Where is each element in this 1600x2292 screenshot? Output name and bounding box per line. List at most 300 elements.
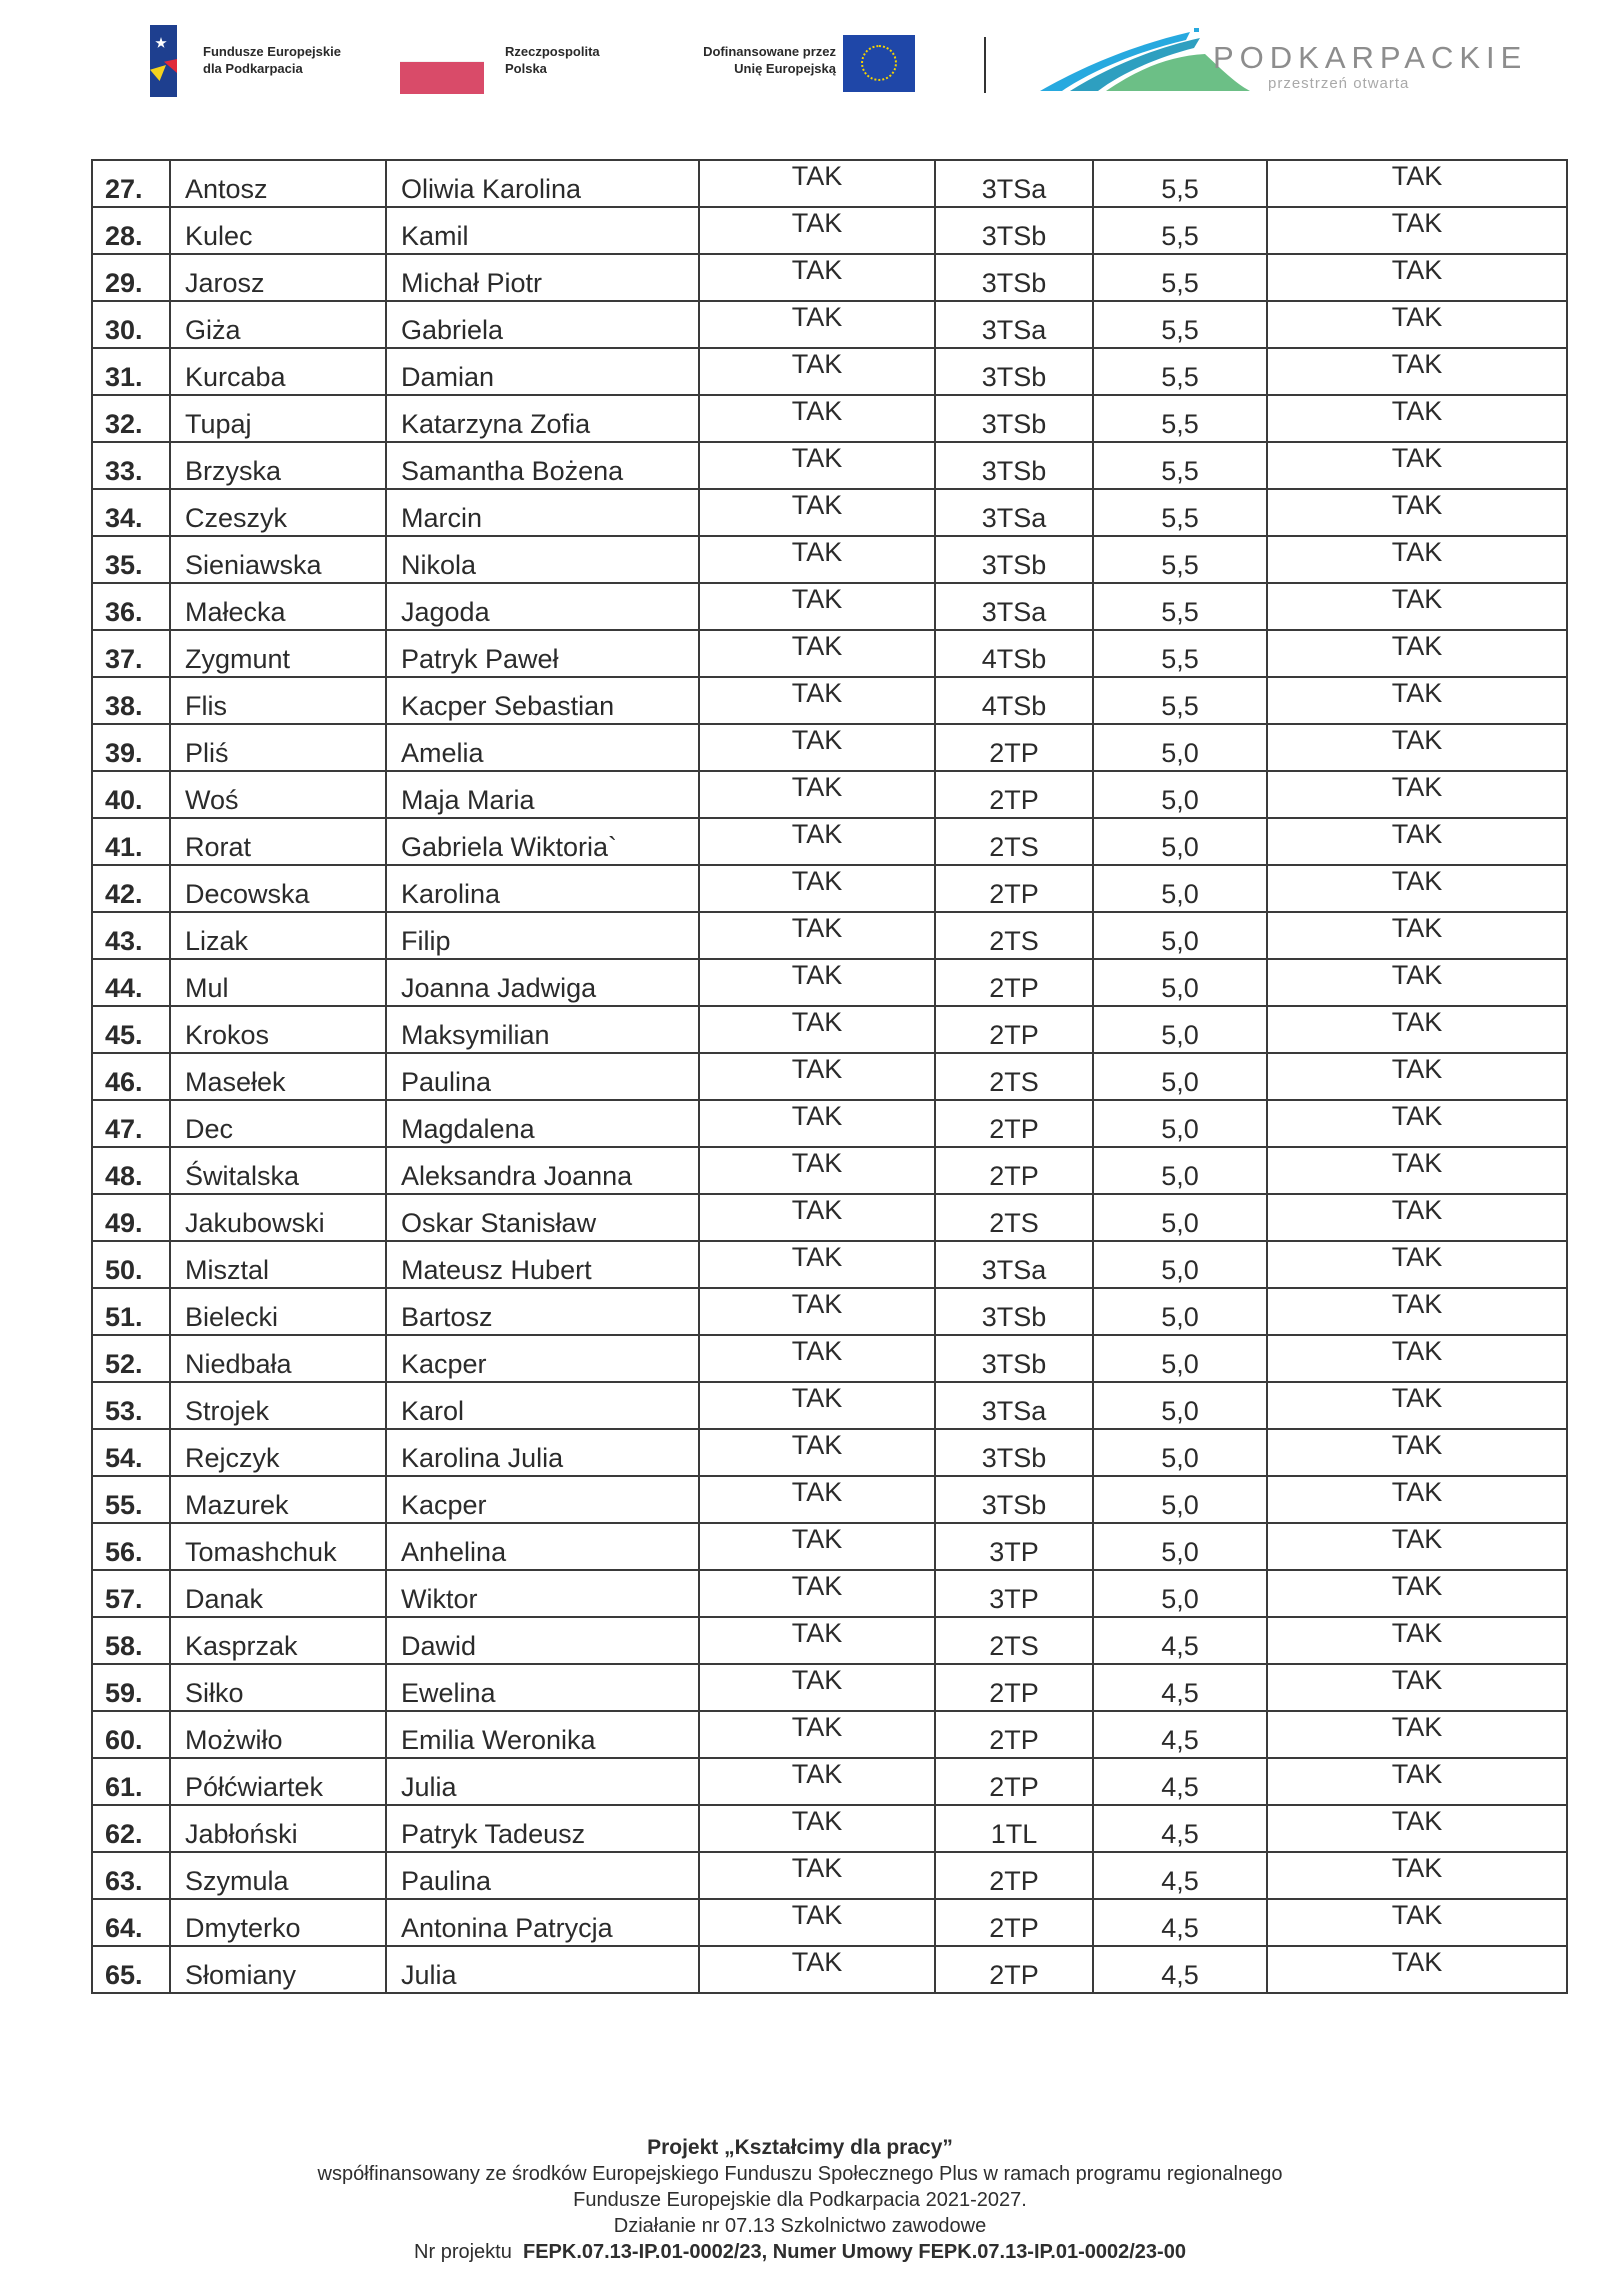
confirmation-cell: TAK: [1267, 301, 1567, 348]
row-number: 37.: [92, 630, 170, 677]
row-number: 40.: [92, 771, 170, 818]
table-row: [92, 1570, 1567, 1617]
grade-cell: 5,0: [1093, 865, 1267, 912]
surname-cell: Rorat: [170, 818, 386, 865]
surname-cell: Kasprzak: [170, 1617, 386, 1664]
grade-cell: 5,5: [1093, 348, 1267, 395]
table-row: [92, 677, 1567, 724]
table-row: [92, 1523, 1567, 1570]
first-name-cell: Wiktor: [386, 1570, 699, 1617]
row-number: 36.: [92, 583, 170, 630]
class-cell: 3TSb: [935, 348, 1093, 395]
first-name-cell: Patryk Tadeusz: [386, 1805, 699, 1852]
first-name-cell: Paulina: [386, 1852, 699, 1899]
status-cell: TAK: [699, 1382, 935, 1429]
surname-cell: Rejczyk: [170, 1429, 386, 1476]
first-name-cell: Ewelina: [386, 1664, 699, 1711]
grade-cell: 4,5: [1093, 1664, 1267, 1711]
confirmation-cell: TAK: [1267, 818, 1567, 865]
row-number: 61.: [92, 1758, 170, 1805]
grade-cell: 5,5: [1093, 583, 1267, 630]
table-row: [92, 254, 1567, 301]
table-row: [92, 1664, 1567, 1711]
grade-cell: 5,5: [1093, 301, 1267, 348]
first-name-cell: Antonina Patrycja: [386, 1899, 699, 1946]
first-name-cell: Marcin: [386, 489, 699, 536]
rp-logo-line2: Polska: [505, 61, 547, 76]
confirmation-cell: TAK: [1267, 771, 1567, 818]
table-row: [92, 1335, 1567, 1382]
project-number-value: FEPK.07.13-IP.01-0002/23, Numer Umowy FEPK.07.13-IP.01-0002/23-00: [522, 2241, 1186, 2263]
confirmation-cell: TAK: [1267, 1053, 1567, 1100]
first-name-cell: Katarzyna Zofia: [386, 395, 699, 442]
confirmation-cell: TAK: [1267, 1523, 1567, 1570]
status-cell: TAK: [699, 442, 935, 489]
class-cell: 2TP: [935, 724, 1093, 771]
class-cell: 2TS: [935, 912, 1093, 959]
row-number: 28.: [92, 207, 170, 254]
table-row: [92, 442, 1567, 489]
status-cell: TAK: [699, 724, 935, 771]
grade-cell: 5,0: [1093, 1241, 1267, 1288]
class-cell: 2TS: [935, 1194, 1093, 1241]
surname-cell: Jarosz: [170, 254, 386, 301]
confirmation-cell: TAK: [1267, 1147, 1567, 1194]
class-cell: 2TP: [935, 1664, 1093, 1711]
table-row: [92, 1429, 1567, 1476]
row-number: 35.: [92, 536, 170, 583]
grade-cell: 5,0: [1093, 1382, 1267, 1429]
class-cell: 3TSb: [935, 395, 1093, 442]
rp-logo-line1: Rzeczpospolita: [505, 44, 600, 59]
class-cell: 2TP: [935, 1758, 1093, 1805]
confirmation-cell: TAK: [1267, 583, 1567, 630]
table-row: [92, 207, 1567, 254]
surname-cell: Bielecki: [170, 1288, 386, 1335]
row-number: 59.: [92, 1664, 170, 1711]
grade-cell: 4,5: [1093, 1852, 1267, 1899]
row-number: 43.: [92, 912, 170, 959]
grade-cell: 4,5: [1093, 1899, 1267, 1946]
status-cell: TAK: [699, 1946, 935, 1993]
grade-cell: 5,5: [1093, 395, 1267, 442]
status-cell: TAK: [699, 348, 935, 395]
first-name-cell: Maja Maria: [386, 771, 699, 818]
confirmation-cell: TAK: [1267, 1758, 1567, 1805]
first-name-cell: Karol: [386, 1382, 699, 1429]
row-number: 38.: [92, 677, 170, 724]
confirmation-cell: TAK: [1267, 207, 1567, 254]
first-name-cell: Karolina Julia: [386, 1429, 699, 1476]
surname-cell: Słomiany: [170, 1946, 386, 1993]
confirmation-cell: TAK: [1267, 395, 1567, 442]
table-row: [92, 1241, 1567, 1288]
grade-cell: 5,0: [1093, 1100, 1267, 1147]
podkarpackie-title: PODKARPACKIE: [1213, 40, 1528, 75]
confirmation-cell: TAK: [1267, 1335, 1567, 1382]
row-number: 55.: [92, 1476, 170, 1523]
status-cell: TAK: [699, 1194, 935, 1241]
confirmation-cell: TAK: [1267, 677, 1567, 724]
eu-flag-icon: [843, 35, 915, 92]
confirmation-cell: TAK: [1267, 1664, 1567, 1711]
class-cell: 2TS: [935, 1053, 1093, 1100]
surname-cell: Szymula: [170, 1852, 386, 1899]
surname-cell: Mazurek: [170, 1476, 386, 1523]
row-number: 47.: [92, 1100, 170, 1147]
table-row: [92, 1194, 1567, 1241]
status-cell: TAK: [699, 1523, 935, 1570]
surname-cell: Kurcaba: [170, 348, 386, 395]
status-cell: TAK: [699, 160, 935, 207]
status-cell: TAK: [699, 1476, 935, 1523]
table-row: [92, 1758, 1567, 1805]
grade-cell: 5,0: [1093, 959, 1267, 1006]
class-cell: 2TP: [935, 865, 1093, 912]
class-cell: 2TP: [935, 1147, 1093, 1194]
status-cell: TAK: [699, 1711, 935, 1758]
status-cell: TAK: [699, 912, 935, 959]
status-cell: TAK: [699, 536, 935, 583]
class-cell: 2TP: [935, 1100, 1093, 1147]
eu-logo-line1: Dofinansowane przez: [703, 44, 836, 59]
table-row: [92, 1006, 1567, 1053]
row-number: 52.: [92, 1335, 170, 1382]
project-title: Projekt „Kształcimy dla pracy”: [647, 2136, 953, 2159]
first-name-cell: Julia: [386, 1946, 699, 1993]
table-row: [92, 395, 1567, 442]
first-name-cell: Filip: [386, 912, 699, 959]
row-number: 33.: [92, 442, 170, 489]
row-number: 42.: [92, 865, 170, 912]
grade-cell: 5,0: [1093, 818, 1267, 865]
status-cell: TAK: [699, 1617, 935, 1664]
table-row: [92, 959, 1567, 1006]
first-name-cell: Maksymilian: [386, 1006, 699, 1053]
status-cell: TAK: [699, 630, 935, 677]
class-cell: 2TP: [935, 1899, 1093, 1946]
table-row: [92, 160, 1567, 207]
row-number: 58.: [92, 1617, 170, 1664]
first-name-cell: Kacper Sebastian: [386, 677, 699, 724]
confirmation-cell: TAK: [1267, 1476, 1567, 1523]
table-row: [92, 1147, 1567, 1194]
confirmation-cell: TAK: [1267, 1852, 1567, 1899]
class-cell: 3TSa: [935, 301, 1093, 348]
surname-cell: Misztal: [170, 1241, 386, 1288]
class-cell: 3TP: [935, 1570, 1093, 1617]
row-number: 46.: [92, 1053, 170, 1100]
table-body: [92, 160, 1567, 1993]
surname-cell: Flis: [170, 677, 386, 724]
first-name-cell: Damian: [386, 348, 699, 395]
grade-cell: 5,5: [1093, 160, 1267, 207]
status-cell: TAK: [699, 1335, 935, 1382]
status-cell: TAK: [699, 254, 935, 301]
first-name-cell: Oskar Stanisław: [386, 1194, 699, 1241]
grade-cell: 5,0: [1093, 1053, 1267, 1100]
confirmation-cell: TAK: [1267, 1194, 1567, 1241]
class-cell: 3TSb: [935, 442, 1093, 489]
confirmation-cell: TAK: [1267, 489, 1567, 536]
class-cell: 3TSb: [935, 254, 1093, 301]
first-name-cell: Samantha Bożena: [386, 442, 699, 489]
class-cell: 4TSb: [935, 630, 1093, 677]
footer-program-line: Fundusze Europejskie dla Podkarpacia 2021-2027.: [573, 2189, 1027, 2211]
surname-cell: Dmyterko: [170, 1899, 386, 1946]
confirmation-cell: TAK: [1267, 1570, 1567, 1617]
class-cell: 3TP: [935, 1523, 1093, 1570]
status-cell: TAK: [699, 301, 935, 348]
confirmation-cell: TAK: [1267, 1100, 1567, 1147]
table-row: [92, 724, 1567, 771]
row-number: 53.: [92, 1382, 170, 1429]
confirmation-cell: TAK: [1267, 254, 1567, 301]
first-name-cell: Nikola: [386, 536, 699, 583]
grade-cell: 4,5: [1093, 1758, 1267, 1805]
grade-cell: 5,0: [1093, 1194, 1267, 1241]
surname-cell: Lizak: [170, 912, 386, 959]
class-cell: 2TP: [935, 959, 1093, 1006]
status-cell: TAK: [699, 959, 935, 1006]
table-row: [92, 348, 1567, 395]
project-footer: [0, 2135, 1600, 2265]
row-number: 64.: [92, 1899, 170, 1946]
grade-cell: 5,5: [1093, 254, 1267, 301]
confirmation-cell: TAK: [1267, 1899, 1567, 1946]
footer-action-line: Działanie nr 07.13 Szkolnictwo zawodowe: [613, 2215, 987, 2237]
confirmation-cell: TAK: [1267, 1241, 1567, 1288]
surname-cell: Strojek: [170, 1382, 386, 1429]
row-number: 29.: [92, 254, 170, 301]
class-cell: 3TSa: [935, 489, 1093, 536]
surname-cell: Brzyska: [170, 442, 386, 489]
table-row: [92, 1617, 1567, 1664]
row-number: 48.: [92, 1147, 170, 1194]
surname-cell: Zygmunt: [170, 630, 386, 677]
table-row: [92, 1288, 1567, 1335]
grade-cell: 5,0: [1093, 1570, 1267, 1617]
class-cell: 3TSa: [935, 583, 1093, 630]
surname-cell: Krokos: [170, 1006, 386, 1053]
status-cell: TAK: [699, 395, 935, 442]
grade-cell: 5,5: [1093, 677, 1267, 724]
class-cell: 3TSa: [935, 1382, 1093, 1429]
first-name-cell: Aleksandra Joanna: [386, 1147, 699, 1194]
row-number: 62.: [92, 1805, 170, 1852]
surname-cell: Czeszyk: [170, 489, 386, 536]
confirmation-cell: TAK: [1267, 865, 1567, 912]
surname-cell: Jabłoński: [170, 1805, 386, 1852]
grade-cell: 4,5: [1093, 1617, 1267, 1664]
status-cell: TAK: [699, 583, 935, 630]
confirmation-cell: TAK: [1267, 912, 1567, 959]
class-cell: 4TSb: [935, 677, 1093, 724]
class-cell: 2TP: [935, 1711, 1093, 1758]
grade-cell: 5,0: [1093, 912, 1267, 959]
first-name-cell: Michał Piotr: [386, 254, 699, 301]
first-name-cell: Kacper: [386, 1335, 699, 1382]
first-name-cell: Oliwia Karolina: [386, 160, 699, 207]
status-cell: TAK: [699, 1805, 935, 1852]
grade-cell: 4,5: [1093, 1805, 1267, 1852]
status-cell: TAK: [699, 1006, 935, 1053]
status-cell: TAK: [699, 1288, 935, 1335]
table-row: [92, 1382, 1567, 1429]
fe-logo-line2: dla Podkarpacia: [203, 61, 303, 76]
row-number: 54.: [92, 1429, 170, 1476]
footer-project-number-line: [0, 2239, 1600, 2265]
row-number: 56.: [92, 1523, 170, 1570]
status-cell: TAK: [699, 1758, 935, 1805]
fundusze-europejskie-logo-icon: [150, 25, 177, 97]
first-name-cell: Amelia: [386, 724, 699, 771]
first-name-cell: Bartosz: [386, 1288, 699, 1335]
grade-cell: 5,5: [1093, 536, 1267, 583]
row-number: 44.: [92, 959, 170, 1006]
first-name-cell: Dawid: [386, 1617, 699, 1664]
eu-logo-text: [660, 43, 836, 77]
grade-cell: 5,0: [1093, 1147, 1267, 1194]
grade-cell: 5,5: [1093, 489, 1267, 536]
status-cell: TAK: [699, 865, 935, 912]
row-number: 32.: [92, 395, 170, 442]
surname-cell: Decowska: [170, 865, 386, 912]
status-cell: TAK: [699, 1570, 935, 1617]
row-number: 49.: [92, 1194, 170, 1241]
table-row: [92, 630, 1567, 677]
row-number: 41.: [92, 818, 170, 865]
table-row: [92, 1852, 1567, 1899]
table-row: [92, 1100, 1567, 1147]
surname-cell: Masełek: [170, 1053, 386, 1100]
polish-flag-icon: [400, 61, 484, 94]
project-number-label: Nr projektu: [414, 2241, 512, 2263]
table-row: [92, 1805, 1567, 1852]
confirmation-cell: TAK: [1267, 1288, 1567, 1335]
fe-logo-line1: Fundusze Europejskie: [203, 44, 341, 59]
row-number: 30.: [92, 301, 170, 348]
students-table: [91, 159, 1566, 1994]
rp-logo-text: [505, 43, 600, 77]
class-cell: 3TSb: [935, 536, 1093, 583]
logo-strip: [0, 0, 1600, 120]
first-name-cell: Mateusz Hubert: [386, 1241, 699, 1288]
status-cell: TAK: [699, 1899, 935, 1946]
surname-cell: Sieniawska: [170, 536, 386, 583]
table-row: [92, 865, 1567, 912]
class-cell: 2TP: [935, 1946, 1093, 1993]
grade-cell: 5,5: [1093, 207, 1267, 254]
confirmation-cell: TAK: [1267, 348, 1567, 395]
grade-cell: 5,0: [1093, 1429, 1267, 1476]
grade-cell: 5,5: [1093, 442, 1267, 489]
confirmation-cell: TAK: [1267, 1429, 1567, 1476]
first-name-cell: Magdalena: [386, 1100, 699, 1147]
surname-cell: Jakubowski: [170, 1194, 386, 1241]
confirmation-cell: TAK: [1267, 442, 1567, 489]
status-cell: TAK: [699, 1100, 935, 1147]
surname-cell: Woś: [170, 771, 386, 818]
table-row: [92, 301, 1567, 348]
status-cell: TAK: [699, 1429, 935, 1476]
logo-divider: [984, 37, 986, 93]
confirmation-cell: TAK: [1267, 1382, 1567, 1429]
row-number: 65.: [92, 1946, 170, 1993]
grade-cell: 5,0: [1093, 1476, 1267, 1523]
grade-cell: 5,0: [1093, 1523, 1267, 1570]
surname-cell: Siłko: [170, 1664, 386, 1711]
surname-cell: Świtalska: [170, 1147, 386, 1194]
table-row: [92, 1899, 1567, 1946]
status-cell: TAK: [699, 1053, 935, 1100]
surname-cell: Mul: [170, 959, 386, 1006]
first-name-cell: Emilia Weronika: [386, 1711, 699, 1758]
class-cell: 3TSb: [935, 1429, 1093, 1476]
surname-cell: Kulec: [170, 207, 386, 254]
table-row: [92, 1711, 1567, 1758]
grade-cell: 5,0: [1093, 771, 1267, 818]
confirmation-cell: TAK: [1267, 1711, 1567, 1758]
confirmation-cell: TAK: [1267, 536, 1567, 583]
confirmation-cell: TAK: [1267, 1946, 1567, 1993]
confirmation-cell: TAK: [1267, 630, 1567, 677]
grade-cell: 5,0: [1093, 1335, 1267, 1382]
status-cell: TAK: [699, 1147, 935, 1194]
table-row: [92, 1053, 1567, 1100]
fe-logo-text: [203, 43, 341, 77]
first-name-cell: Patryk Paweł: [386, 630, 699, 677]
surname-cell: Giża: [170, 301, 386, 348]
first-name-cell: Kamil: [386, 207, 699, 254]
row-number: 57.: [92, 1570, 170, 1617]
status-cell: TAK: [699, 207, 935, 254]
surname-cell: Tupaj: [170, 395, 386, 442]
confirmation-cell: TAK: [1267, 160, 1567, 207]
table-row: [92, 1476, 1567, 1523]
first-name-cell: Joanna Jadwiga: [386, 959, 699, 1006]
status-cell: TAK: [699, 1664, 935, 1711]
status-cell: TAK: [699, 677, 935, 724]
row-number: 60.: [92, 1711, 170, 1758]
class-cell: 3TSb: [935, 1335, 1093, 1382]
grade-cell: 4,5: [1093, 1946, 1267, 1993]
row-number: 39.: [92, 724, 170, 771]
confirmation-cell: TAK: [1267, 1617, 1567, 1664]
grade-cell: 5,0: [1093, 1006, 1267, 1053]
row-number: 34.: [92, 489, 170, 536]
table-row: [92, 489, 1567, 536]
class-cell: 2TP: [935, 771, 1093, 818]
row-number: 63.: [92, 1852, 170, 1899]
status-cell: TAK: [699, 1241, 935, 1288]
first-name-cell: Karolina: [386, 865, 699, 912]
surname-cell: Pliś: [170, 724, 386, 771]
confirmation-cell: TAK: [1267, 724, 1567, 771]
status-cell: TAK: [699, 771, 935, 818]
row-number: 27.: [92, 160, 170, 207]
first-name-cell: Paulina: [386, 1053, 699, 1100]
first-name-cell: Gabriela: [386, 301, 699, 348]
table-row: [92, 818, 1567, 865]
surname-cell: Dec: [170, 1100, 386, 1147]
surname-cell: Antosz: [170, 160, 386, 207]
eu-logo-line2: Unię Europejską: [734, 61, 836, 76]
confirmation-cell: TAK: [1267, 1805, 1567, 1852]
row-number: 51.: [92, 1288, 170, 1335]
surname-cell: Półćwiartek: [170, 1758, 386, 1805]
surname-cell: Tomashchuk: [170, 1523, 386, 1570]
